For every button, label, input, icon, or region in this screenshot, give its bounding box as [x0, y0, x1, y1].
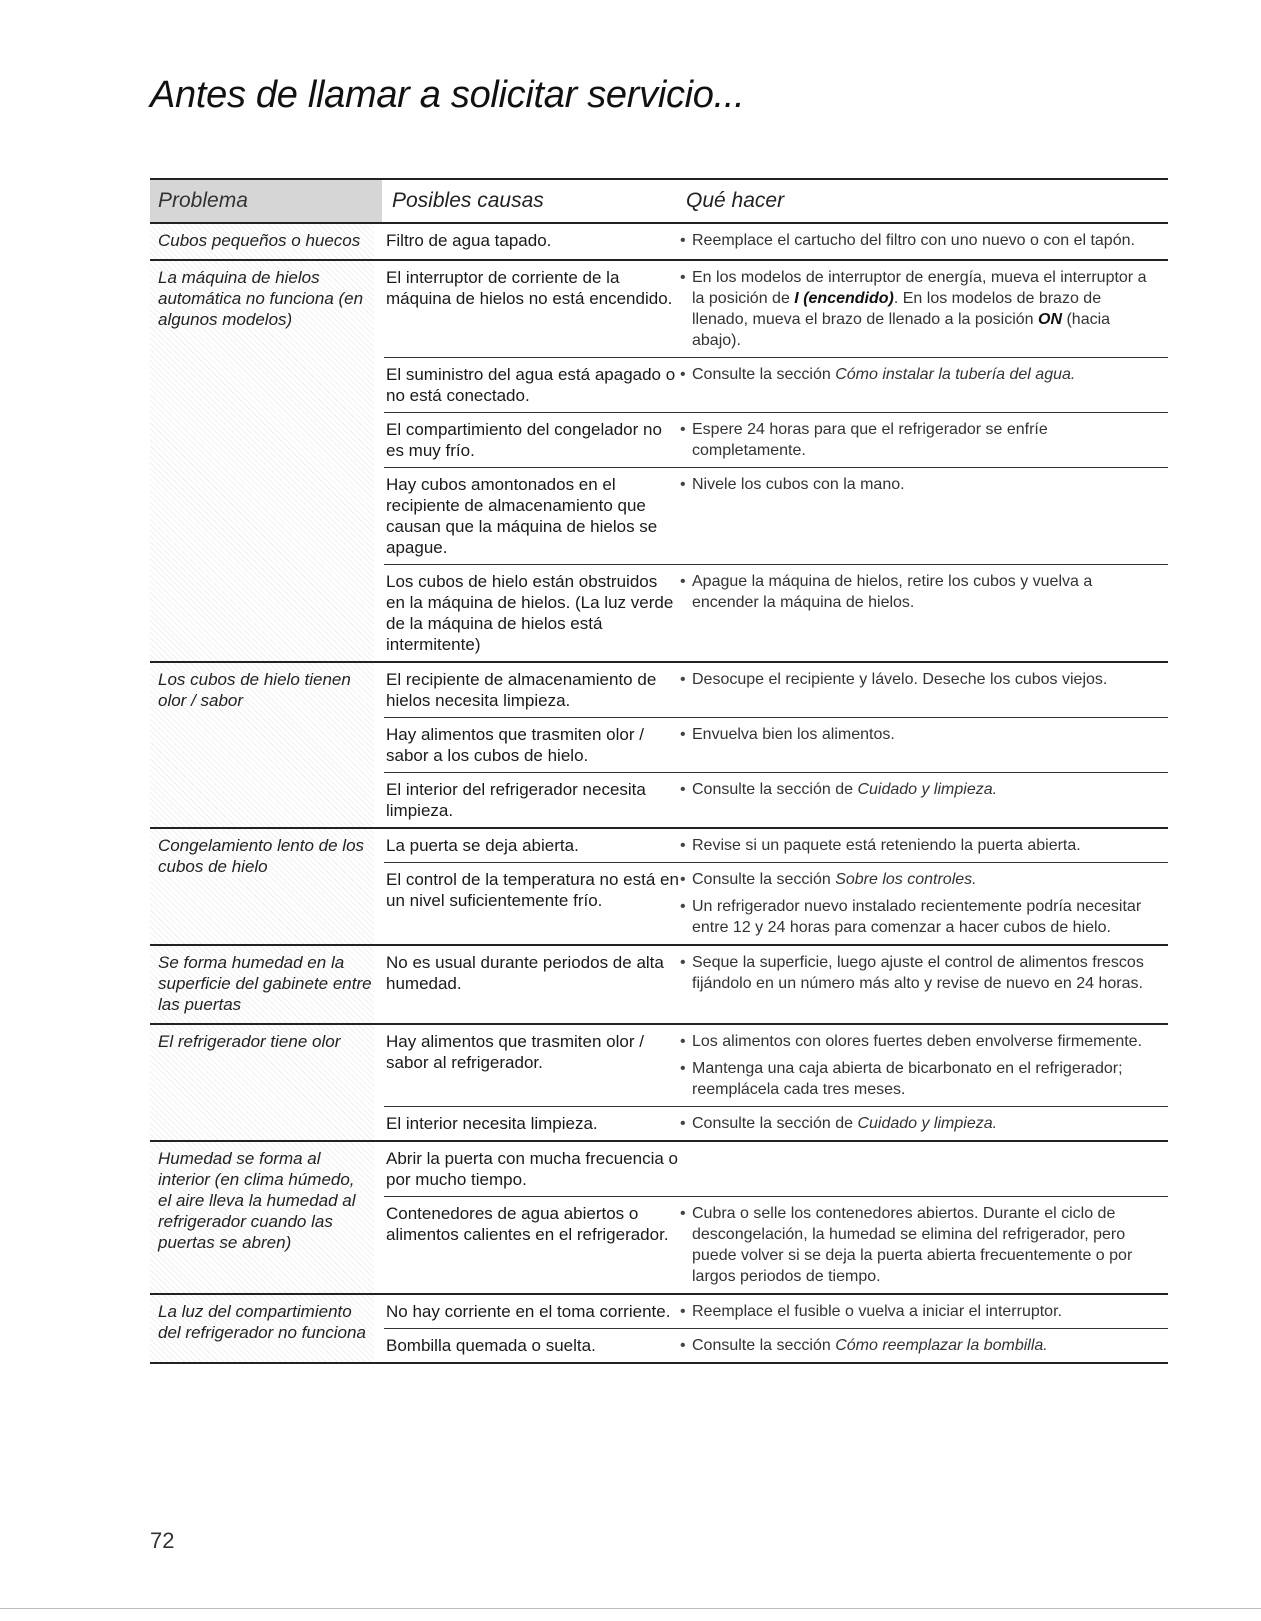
table-row — [384, 467, 1168, 564]
cause-text: No hay corriente en el toma corriente. — [386, 1302, 671, 1321]
table-row — [384, 224, 1168, 257]
cause-text: Hay alimentos que trasmiten olor / sabor al refrigerador. — [386, 1032, 644, 1072]
problem-group — [150, 829, 1168, 946]
problem-label: Se forma humedad en la superficie del gabinete entre las puertas — [150, 946, 374, 1023]
action-item — [680, 835, 1158, 856]
bullet-icon: • — [680, 1337, 686, 1354]
action-text: Nivele los cubos con la mano. — [692, 476, 905, 493]
action-item — [680, 779, 1158, 800]
cause-rows — [384, 1142, 1168, 1293]
action-text: Reemplace el fusible o vuelva a iniciar el interruptor. — [692, 1303, 1062, 1320]
problem-group — [150, 224, 1168, 261]
cause-text: La puerta se deja abierta. — [386, 836, 579, 855]
table-row — [384, 1328, 1168, 1362]
action-cell — [680, 261, 1168, 357]
table-row — [384, 357, 1168, 412]
action-text: Un refrigerador nuevo instalado recientemente podría necesitar entre 12 y 24 horas para comenzar a hacer cubos de hielo. — [692, 898, 1142, 936]
table-row — [384, 1295, 1168, 1328]
bullet-icon: • — [680, 366, 686, 383]
action-item — [680, 869, 1158, 890]
cause-text: El suministro del agua está apagado o no está conectado. — [386, 365, 676, 405]
problem-label: Congelamiento lento de los cubos de hielo — [150, 829, 374, 944]
action-cell — [680, 829, 1168, 862]
action-cell — [680, 224, 1168, 257]
action-cell — [680, 358, 1168, 412]
action-item — [680, 230, 1158, 251]
cause-text: Bombilla quemada o suelta. — [386, 1336, 596, 1355]
bullet-icon: • — [680, 781, 686, 798]
table-row — [384, 829, 1168, 862]
table-row — [384, 663, 1168, 717]
action-text: Consulte la sección Sobre los controles. — [692, 871, 977, 888]
action-item — [680, 419, 1158, 461]
bullet-icon: • — [680, 232, 686, 249]
troubleshooting-table — [150, 178, 1168, 1364]
bullet-icon: • — [680, 726, 686, 743]
cause-text: Filtro de agua tapado. — [386, 231, 552, 250]
bullet-icon: • — [680, 269, 686, 286]
header-causes: Posibles causas — [392, 189, 544, 212]
action-text: Apague la máquina de hielos, retire los cubos y vuelva a encender la máquina de hielos. — [692, 573, 1093, 611]
action-item — [680, 669, 1158, 690]
action-text: Desocupe el recipiente y lávelo. Deseche los cubos viejos. — [692, 671, 1108, 688]
action-item — [680, 724, 1158, 745]
table-row — [384, 862, 1168, 944]
problem-label: Cubos pequeños o huecos — [150, 224, 374, 259]
cause-text: Contenedores de agua abiertos o alimentos calientes en el refrigerador. — [386, 1204, 669, 1244]
action-item — [680, 571, 1158, 613]
problem-group — [150, 1142, 1168, 1295]
header-problem: Problema — [150, 180, 382, 222]
action-text: Consulte la sección de Cuidado y limpieza. — [692, 781, 998, 798]
table-row — [384, 412, 1168, 467]
cause-text: El control de la temperatura no está en un nivel suficientemente frío. — [386, 870, 679, 910]
action-text: Cubra o selle los contenedores abiertos. Durante el ciclo de descongelación, la humedad se elimina del refrigerador, pero puede volver si se deja la puerta abierta frecuentemente o por largos periodos de tiempo. — [692, 1205, 1133, 1285]
problem-label: Humedad se forma al interior (en clima húmedo, el aire lleva la humedad al refrigerador cuando las puertas se abren) — [150, 1142, 374, 1293]
bullet-icon: • — [680, 1033, 686, 1050]
action-cell — [680, 718, 1168, 772]
bullet-icon: • — [680, 573, 686, 590]
action-item — [680, 1031, 1158, 1052]
problem-group — [150, 663, 1168, 829]
action-item — [680, 1058, 1158, 1100]
cause-text: No es usual durante periodos de alta humedad. — [386, 953, 664, 993]
cause-text: El interruptor de corriente de la máquina de hielos no está encendido. — [386, 268, 673, 308]
bullet-icon: • — [680, 954, 686, 971]
table-row — [384, 564, 1168, 661]
cause-rows — [384, 1025, 1168, 1140]
cause-text: El interior necesita limpieza. — [386, 1114, 598, 1133]
bullet-icon: • — [680, 871, 686, 888]
action-cell — [680, 773, 1168, 827]
action-cell — [680, 863, 1168, 944]
problem-label: La máquina de hielos automática no funciona (en algunos modelos) — [150, 261, 374, 661]
action-cell — [680, 1329, 1168, 1362]
action-cell — [680, 565, 1168, 661]
bullet-icon: • — [680, 1303, 686, 1320]
table-header — [150, 178, 1168, 224]
action-text: Mantenga una caja abierta de bicarbonato en el refrigerador; reemplácela cada tres meses. — [692, 1060, 1123, 1098]
action-text: Envuelva bien los alimentos. — [692, 726, 895, 743]
problem-label: Los cubos de hielo tienen olor / sabor — [150, 663, 374, 827]
cause-rows — [384, 224, 1168, 259]
action-text: Reemplace el cartucho del filtro con uno nuevo o con el tapón. — [692, 232, 1135, 249]
table-row — [384, 717, 1168, 772]
action-text: Seque la superficie, luego ajuste el control de alimentos frescos fijándolo en un número más alto y revise de nuevo en 24 horas. — [692, 954, 1144, 992]
problem-label: El refrigerador tiene olor — [150, 1025, 374, 1140]
action-text: Los alimentos con olores fuertes deben envolverse firmemente. — [692, 1033, 1143, 1050]
action-cell — [680, 1025, 1168, 1106]
action-text: Espere 24 horas para que el refrigerador se enfríe completamente. — [692, 421, 1048, 459]
problem-group — [150, 261, 1168, 663]
bullet-icon: • — [680, 421, 686, 438]
problem-group — [150, 946, 1168, 1025]
action-text: Consulte la sección Cómo reemplazar la bombilla. — [692, 1337, 1048, 1354]
action-cell — [680, 413, 1168, 467]
action-item — [680, 1301, 1158, 1322]
cause-rows — [384, 1295, 1168, 1362]
action-text: En los modelos de interruptor de energía, mueva el interruptor a la posición de I (encendido). En los modelos de brazo de llenado, mueva el brazo de llenado a la posición ON (hacia abajo). — [692, 269, 1147, 349]
action-cell — [680, 1295, 1168, 1328]
problem-group — [150, 1295, 1168, 1364]
action-text: Revise si un paquete está reteniendo la puerta abierta. — [692, 837, 1081, 854]
action-item — [680, 364, 1158, 385]
table-row — [384, 772, 1168, 827]
page-title: Antes de llamar a solicitar servicio... — [150, 74, 745, 116]
cause-text: El recipiente de almacenamiento de hielos necesita limpieza. — [386, 670, 657, 710]
table-row — [384, 1025, 1168, 1106]
action-cell — [680, 468, 1168, 564]
action-text: Consulte la sección de Cuidado y limpieza. — [692, 1115, 998, 1132]
action-item — [680, 1335, 1158, 1356]
action-cell — [680, 1142, 1168, 1196]
bullet-icon: • — [680, 476, 686, 493]
bottom-rule — [0, 1608, 1261, 1609]
cause-text: Hay cubos amontonados en el recipiente de almacenamiento que causan que la máquina de hielos se apague. — [386, 475, 658, 557]
action-item — [680, 474, 1158, 495]
bullet-icon: • — [680, 1060, 686, 1077]
problem-group — [150, 1025, 1168, 1142]
cause-rows — [384, 663, 1168, 827]
problem-label: La luz del compartimiento del refrigerador no funciona — [150, 1295, 374, 1362]
action-cell — [680, 1107, 1168, 1140]
bullet-icon: • — [680, 837, 686, 854]
action-item — [680, 896, 1158, 938]
action-item — [680, 952, 1158, 994]
table-row — [384, 946, 1168, 1000]
cause-text: Abrir la puerta con mucha frecuencia o por mucho tiempo. — [386, 1149, 678, 1189]
cause-rows — [384, 946, 1168, 1023]
cause-rows — [384, 261, 1168, 661]
page-number: 72 — [150, 1528, 175, 1553]
table-row — [384, 1106, 1168, 1140]
table-row — [384, 1196, 1168, 1293]
action-cell — [680, 1197, 1168, 1293]
cause-text: El compartimiento del congelador no es muy frío. — [386, 420, 662, 460]
cause-text: Los cubos de hielo están obstruidos en la máquina de hielos. (La luz verde de la máquina de hielos está intermitente) — [386, 572, 674, 654]
table-row — [384, 1142, 1168, 1196]
problem-groups — [150, 224, 1168, 1364]
table-row — [384, 261, 1168, 357]
action-item — [680, 1113, 1158, 1134]
action-item — [680, 1203, 1158, 1287]
action-text: Consulte la sección Cómo instalar la tubería del agua. — [692, 366, 1076, 383]
action-cell — [680, 946, 1168, 1000]
action-cell — [680, 663, 1168, 717]
cause-text: El interior del refrigerador necesita limpieza. — [386, 780, 646, 820]
bullet-icon: • — [680, 1205, 686, 1222]
bullet-icon: • — [680, 1115, 686, 1132]
action-item — [680, 267, 1158, 351]
bullet-icon: • — [680, 671, 686, 688]
cause-text: Hay alimentos que trasmiten olor / sabor a los cubos de hielo. — [386, 725, 644, 765]
header-actions: Qué hacer — [686, 189, 785, 212]
bullet-icon: • — [680, 898, 686, 915]
cause-rows — [384, 829, 1168, 944]
